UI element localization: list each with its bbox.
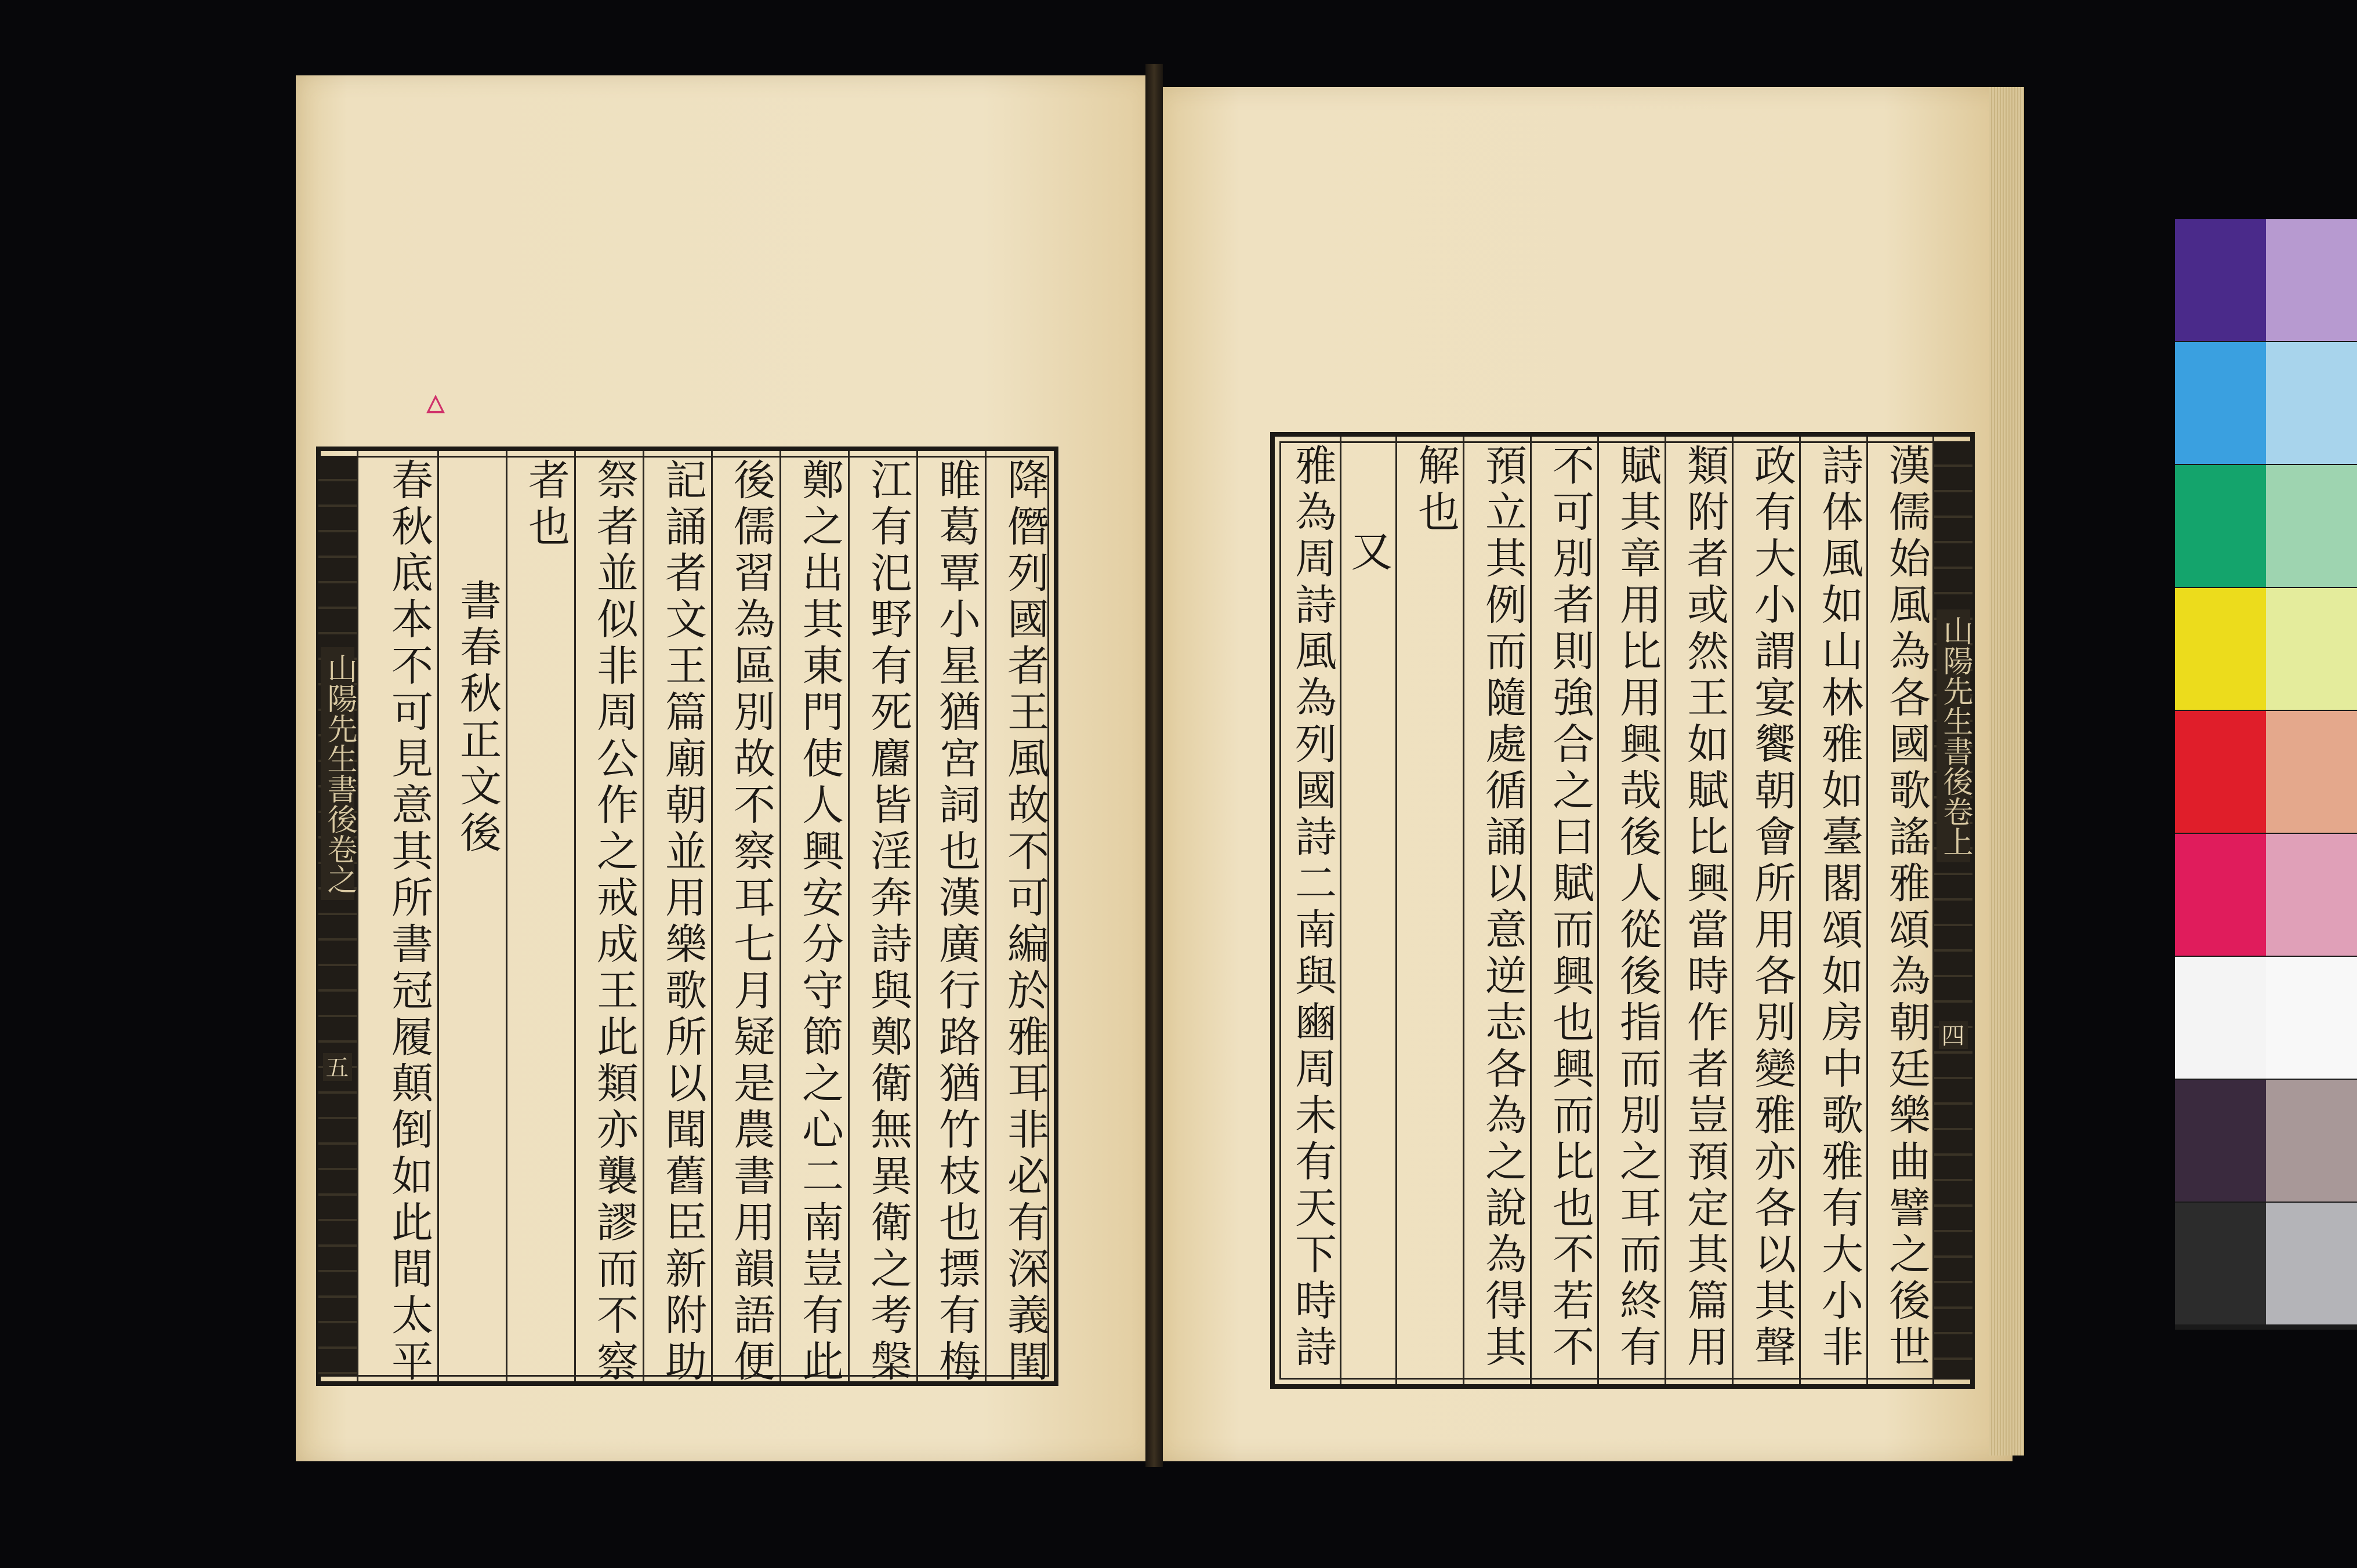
left-column-1: 降僭列國者王風故不可編於雅耳非必有深義閨 [1000, 458, 1049, 1386]
left-column-7: 祭者並似非周公作之戒成王此類亦襲謬而不察 [590, 458, 639, 1386]
book-gutter [1145, 64, 1163, 1467]
right-column-3: 政有大小謂宴饗朝會所用各別變雅亦各以其聲 [1747, 444, 1796, 1371]
color-calibration-card [2175, 219, 2357, 1330]
color-swatch [2175, 957, 2266, 1079]
right-column-2: 詩体風如山林雅如臺閣頌如房中歌雅有大小非 [1815, 444, 1863, 1371]
color-swatch [2266, 465, 2357, 587]
left-heading-column: 書春秋正文後 [453, 579, 502, 857]
left-column-6: 記誦者文王篇廟朝並用樂歌所以聞舊臣新附助 [658, 458, 707, 1386]
color-swatch [2266, 957, 2357, 1079]
left-column-3: 江有汜野有死麕皆淫奔詩與鄭衛無異衛之考槃 [864, 458, 912, 1386]
left-column-4: 鄭之出其東門使人興安分守節之心二南豈有此 [795, 458, 844, 1386]
right-column-4: 類附者或然王如賦比興當時作者豈預定其篇用 [1680, 444, 1729, 1371]
right-column-10: 雅為周詩風為列國詩二南與豳周未有天下時詩 [1288, 444, 1337, 1371]
color-swatch [2175, 1080, 2266, 1202]
right-column-7: 預立其例而隨處循誦以意逆志各為之說為得其 [1478, 444, 1527, 1371]
left-column-10: 春秋底本不可見意其所書冠履顛倒如此間太平 [385, 458, 433, 1386]
color-swatch [2175, 219, 2266, 341]
right-folio-number: 四 [1939, 1021, 1968, 1049]
color-swatch [2266, 1203, 2357, 1324]
color-swatch [2266, 342, 2357, 464]
color-swatch [2266, 834, 2357, 956]
left-block-title: 山陽先生書後卷之 [321, 647, 354, 900]
color-swatch [2266, 219, 2357, 341]
left-column-8: 者也 [521, 458, 570, 551]
left-folio-number: 五 [323, 1053, 352, 1081]
left-column-5: 後儒習為區別故不察耳七月疑是農書用韻語便 [727, 458, 775, 1386]
color-swatch [2175, 342, 2266, 464]
left-block-column [318, 456, 357, 1377]
left-text-frame [316, 447, 1058, 1386]
left-column-2: 睢葛覃小星猶宮詞也漢廣行路猶竹枝也摽有梅 [932, 458, 981, 1386]
right-column-6: 不可別者則強合之曰賦而興也興而比也不若不 [1546, 444, 1594, 1371]
pink-stamp-mark: ▵ [426, 380, 445, 423]
right-text-frame [1270, 432, 1975, 1389]
right-block-column [1934, 441, 1972, 1380]
color-swatch [2175, 588, 2266, 710]
right-column-5: 賦其章用比用興哉後人從後指而別之耳而終有 [1613, 444, 1662, 1371]
color-swatch [2266, 711, 2357, 833]
color-swatch [2175, 1203, 2266, 1324]
right-column-1: 漢儒始風為各國歌謠雅頌為朝廷樂曲譬之後世 [1882, 444, 1931, 1371]
color-swatch [2175, 834, 2266, 956]
right-heading-column: 又 [1344, 529, 1393, 576]
page-edges [1989, 87, 2024, 1456]
color-swatch [2266, 1080, 2357, 1202]
right-column-8: 解也 [1411, 444, 1460, 536]
color-swatch [2175, 465, 2266, 587]
right-block-title: 山陽先生書後卷上 [1937, 609, 1970, 862]
color-swatch [2266, 588, 2357, 710]
color-swatch [2175, 711, 2266, 833]
